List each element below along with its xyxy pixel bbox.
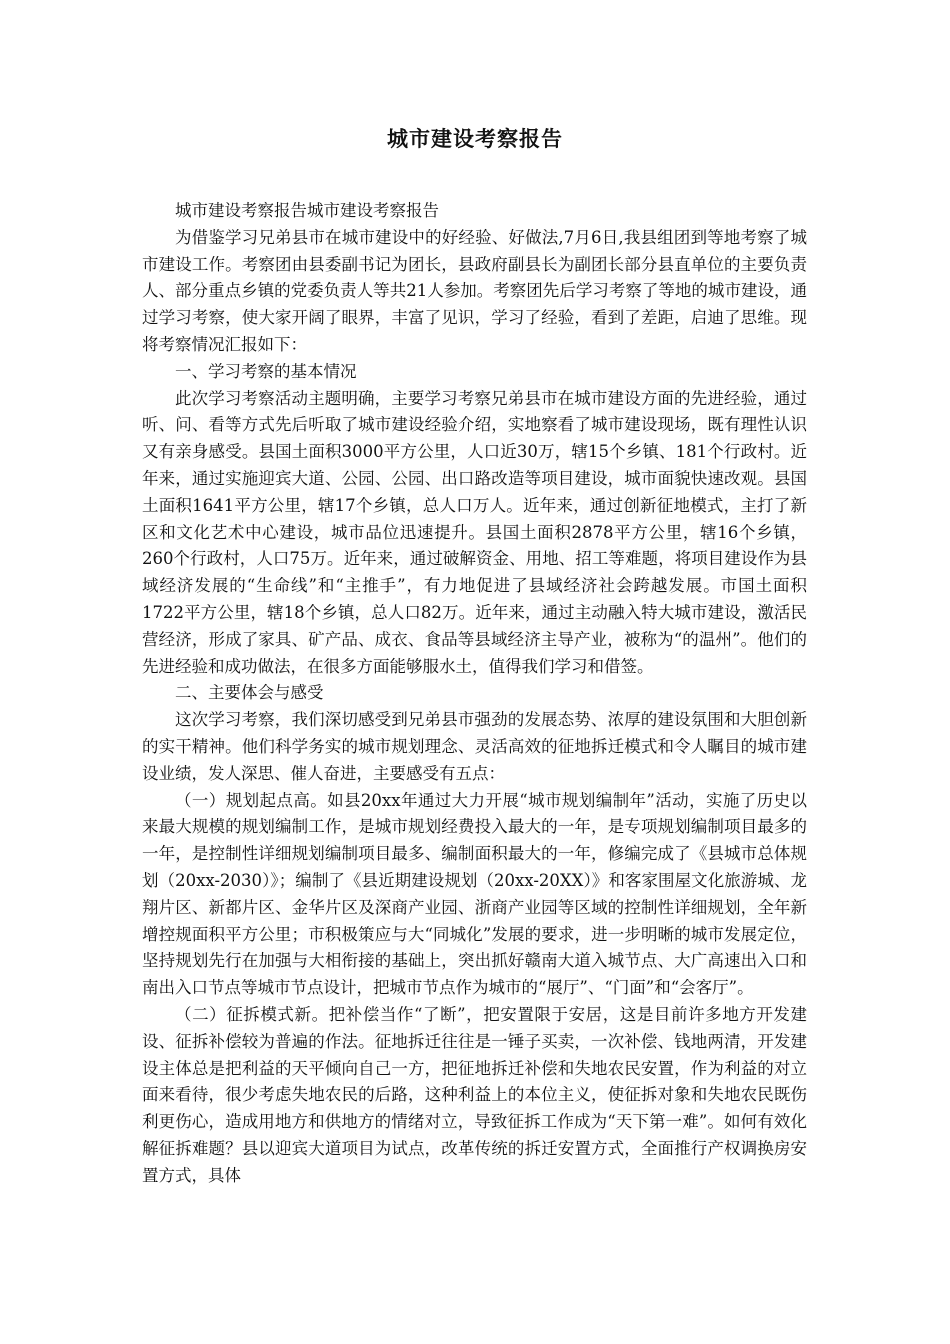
- point-2-paragraph: （二）征拆模式新。把补偿当作“了断”，把安置限于安居，这是目前许多地方开发建设、征拆补偿较为普遍的作法。征地拆迁往往是一锤子买卖，一次补偿、钱地两清，开发建设主体总是把利益的天平倾向自己一方，把征地拆迁补偿和失地农民安置，作为利益的对立面来看待，很少考虑失地农民的后路，这种利益上的本位主义，使征拆对象和失地农民既伤利更伤心，造成用地方和供地方的情绪对立，导致征拆工作成为“天下第一难”。如何有效化解征拆难题？县以迎宾大道项目为试点，改革传统的拆迁安置方式，全面推行产权调换房安置方式，具体: [142, 1004, 807, 1185]
- section-heading-1: 一、学习考察的基本情况: [175, 361, 357, 381]
- section-1-paragraph: 此次学习考察活动主题明确，主要学习考察兄弟县市在城市建设方面的先进经验，通过听、问、看等方式先后听取了城市建设经验介绍，实地察看了城市建设现场，既有理性认识又有亲身感受。县国土面积3000平方公里，人口近30万，辖15个乡镇、181个行政村。近年来，通过实施迎宾大道、公园、公园、出口路改造等项目建设，城市面貌快速改观。县国土面积1641平方公里，辖17个乡镇，总人口万人。近年来，通过创新征地模式，主打了新区和文化艺术中心建设，城市品位迅速提升。县国土面积2878平方公里，辖16个乡镇，260个行政村，人口75万。近年来，通过破解资金、用地、招工等难题，将项目建设作为县域经济发展的“生命线”和“主推手”，有力地促进了县域经济社会跨越发展。市国土面积1722平方公里，辖18个乡镇，总人口82万。近年来，通过主动融入特大城市建设，激活民营经济，形成了家具、矿产品、成衣、食品等县域经济主导产业，被称为“的温州”。他们的先进经验和成功做法，在很多方面能够服水土，值得我们学习和借签。: [142, 388, 807, 676]
- opening-line: 城市建设考察报告城市建设考察报告: [175, 201, 439, 220]
- section-heading-2: 二、主要体会与感受: [175, 683, 324, 703]
- section-2-intro-paragraph: 这次学习考察，我们深切感受到兄弟县市强劲的发展态势、浓厚的建设氛围和大胆创新的实干精神。他们科学务实的城市规划理念、灵活高效的征地拆迁模式和令人瞩目的城市建设业绩，发人深思、催人奋进，主要感受有五点：: [142, 710, 807, 783]
- document-body: [142, 198, 807, 1189]
- intro-paragraph: 为借鉴学习兄弟县市在城市建设中的好经验、好做法,7月6日,我县组团到等地考察了城市建设工作。考察团由县委副书记为团长，县政府副县长为副团长部分县直单位的主要负责人、部分重点乡镇的党委负责人等共21人参加。考察团先后学习考察了等地的城市建设，通过学习考察，使大家开阔了眼界，丰富了见识，学习了经验，看到了差距，启迪了思维。现将考察情况汇报如下：: [142, 227, 807, 354]
- document-title: 城市建设考察报告: [387, 126, 563, 151]
- point-1-paragraph: （一）规划起点高。如县20xx年通过大力开展“城市规划编制年”活动，实施了历史以来最大规模的规划编制工作，是城市规划经费投入最大的一年，是专项规划编制项目最多的一年，是控制性详细规划编制项目最多、编制面积最大的一年，修编完成了《县城市总体规划（20xx-2030）》；编制了《县近期建设规划（20xx-20XX）》和客家围屋文化旅游城、龙翔片区、新都片区、金华片区及深商产业园、浙商产业园等区域的控制性详细规划，全年新增控规面积平方公里；市积极策应与大“同城化”发展的要求，进一步明晰的城市发展定位，坚持规划先行在加强与大相衔接的基础上，突出抓好赣南大道入城节点、大广高速出入口和南出入口节点等城市节点设计，把城市节点作为城市的“展厅”、“门面”和“会客厅”。: [142, 790, 807, 998]
